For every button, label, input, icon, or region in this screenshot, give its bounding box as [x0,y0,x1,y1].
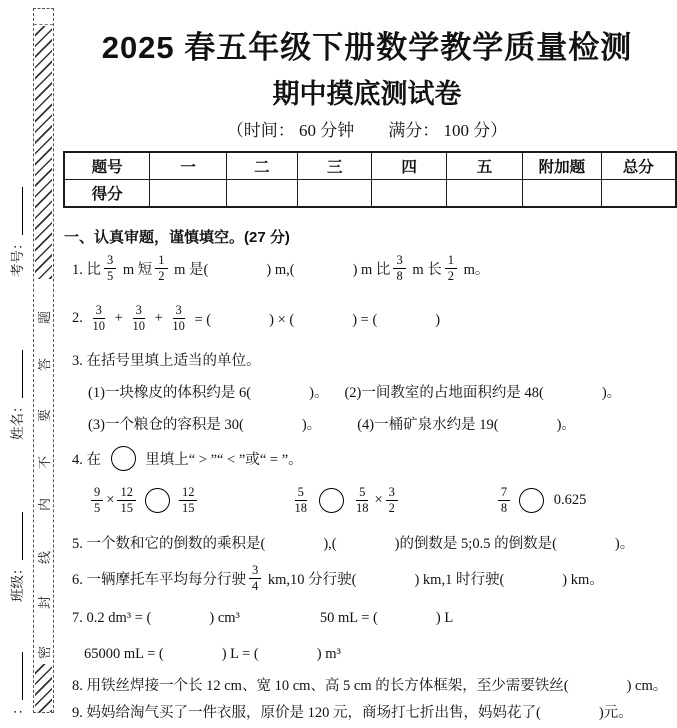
column-gap [328,391,344,392]
student-name-blank [10,351,23,399]
comparison-circle [519,488,544,513]
question-text: × [374,491,383,508]
question-text: 7. 0.2 dm³ = ( ) cm³ [72,609,240,626]
hatch-marks-bottom [35,664,52,712]
question-text: m 短 [119,261,153,278]
question-text: (2)一间教室的占地面积约是 48( )。 [344,384,622,401]
fraction: $\frac{9}{5}$ [91,485,103,515]
question-text: 6. 一辆摩托车平均每分行驶 [72,571,246,588]
score-table-cell: 一 [150,152,226,180]
seal-char: 答 [37,358,52,372]
seal-char: 要 [37,409,52,423]
question-text: 8. 用铁丝焊接一个长 12 cm、宽 10 cm、高 5 cm 的长方体框架，至少需要铁丝( ) cm。 [72,677,668,694]
score-table-cell: 总分 [601,152,676,180]
question-text: + [150,309,167,326]
question-text: 50 mL = ( ) L [319,609,454,626]
score-table-cell: 三 [298,152,372,180]
question-text: 1. 比 [72,261,101,278]
fraction: $\frac{7}{8}$ [498,485,510,515]
paper-subtitle: 期中摸底测试卷 [272,79,462,109]
fraction: $\frac{3}{10}$ [92,303,105,333]
question-text: (1)一块橡皮的体积约是 6( )。 [88,384,329,401]
fraction: $\frac{5}{18}$ [294,485,307,515]
class-text: 班级： [10,561,25,602]
seal-char: 线 [37,551,52,565]
question-7-line-2 [84,635,341,669]
exam-number-blank [10,188,23,236]
partial-label-blank [10,653,23,701]
score-table-cell: 附加题 [523,152,601,180]
question-6 [72,561,604,595]
exam-number-text: 考号： [10,236,25,277]
question-text: m 是( ) m,( ) m 比 [170,261,391,278]
seal-strip-divider [34,24,53,25]
class-label [6,502,26,602]
seal-char: 密 [37,646,52,660]
question-text: m 长 [408,261,442,278]
question-text: (4)一桶矿泉水约是 19( )。 [357,416,576,433]
score-table-cell: 四 [372,152,446,180]
score-cell-empty [226,180,297,208]
column-gap [321,423,357,424]
seal-char: 不 [37,456,52,470]
question-text: 3. 在括号里填上适当的单位。 [72,352,261,369]
question-7-line-1 [72,599,453,633]
question-4 [72,441,303,475]
fraction: $\frac{3}{5}$ [104,253,116,283]
seal-line-strip [33,8,54,713]
section-1-heading: 一、认真审题，谨慎填空。(27 分) [64,229,290,246]
comparison-circle [145,488,170,513]
column-gap [401,500,495,501]
question-text: + [111,309,127,326]
score-cell-empty [446,180,522,208]
score-table-cell: 二 [226,152,297,180]
score-cell-empty [372,180,446,208]
partial-label [6,615,26,715]
question-4-comparisons [88,483,586,517]
score-table-score-row [64,180,676,208]
student-name-label [6,340,26,440]
fraction: $\frac{1}{2}$ [155,253,167,283]
partial-label-colon: ： [10,701,25,715]
question-text: 里填上“ > ”“ < ”或“ = ”。 [141,451,303,468]
student-name-text: 姓名： [10,399,25,440]
question-9 [72,694,633,728]
score-table-cell: 题号 [64,152,150,180]
fraction: $\frac{1}{2}$ [445,253,457,283]
question-text: 2. [72,309,87,326]
column-gap [240,616,320,617]
fraction: $\frac{3}{10}$ [132,303,145,333]
class-blank [10,513,23,561]
question-3 [72,342,261,376]
question-text: km,10 分行驶( ) km,1 时行驶( ) km。 [264,571,604,588]
seal-char: 内 [37,498,52,512]
seal-char: 题 [37,311,52,325]
column-gap [200,500,288,501]
question-text: = ( ) × ( ) = ( ) [190,311,441,328]
hatch-marks-top [35,26,52,279]
fraction: $\frac{12}{15}$ [179,485,198,515]
score-cell-empty [150,180,226,208]
question-text: 65000 mL = ( ) L = ( ) m³ [84,645,341,662]
fraction: $\frac{3}{2}$ [386,485,398,515]
question-text: 4. 在 [72,451,105,468]
comparison-circle [111,446,136,471]
question-1 [72,251,489,285]
question-text: × [106,491,115,508]
question-text: m。 [459,261,490,278]
fraction: $\frac{12}{15}$ [117,485,136,515]
question-text: 5. 一个数和它的倒数的乘积是( ),( )的倒数是 5;0.5 的倒数是( )。 [72,535,635,552]
exam-number-label [6,177,26,277]
score-table [63,151,677,208]
question-text: 9. 妈妈给淘气买了一件衣服，原价是 120 元，商场打七折出售，妈妈花了( )元。 [72,704,633,721]
score-table-cell: 五 [446,152,522,180]
question-2 [72,301,440,335]
fraction: $\frac{3}{8}$ [393,253,405,283]
paper-title: 2025 春五年级下册数学教学质量检测 [101,30,633,65]
question-text: (3)一个粮仓的容积是 30( )。 [88,416,322,433]
question-5 [72,525,634,559]
fraction: $\frac{3}{10}$ [172,303,185,333]
score-cell-empty [601,180,676,208]
score-table-header-row [64,152,676,180]
question-3-sub-1-2 [88,374,621,408]
score-cell-empty [298,180,372,208]
time-score-info: （时间： 60 分钟 满分： 100 分） [226,121,508,140]
seal-char: 封 [37,596,52,610]
fraction: $\frac{3}{4}$ [249,563,261,593]
comparison-circle [319,488,344,513]
score-row-label: 得分 [64,180,150,208]
question-text: 0.625 [550,491,587,508]
question-3-sub-3-4 [88,406,576,440]
score-cell-empty [523,180,601,208]
fraction: $\frac{5}{18}$ [355,485,369,515]
